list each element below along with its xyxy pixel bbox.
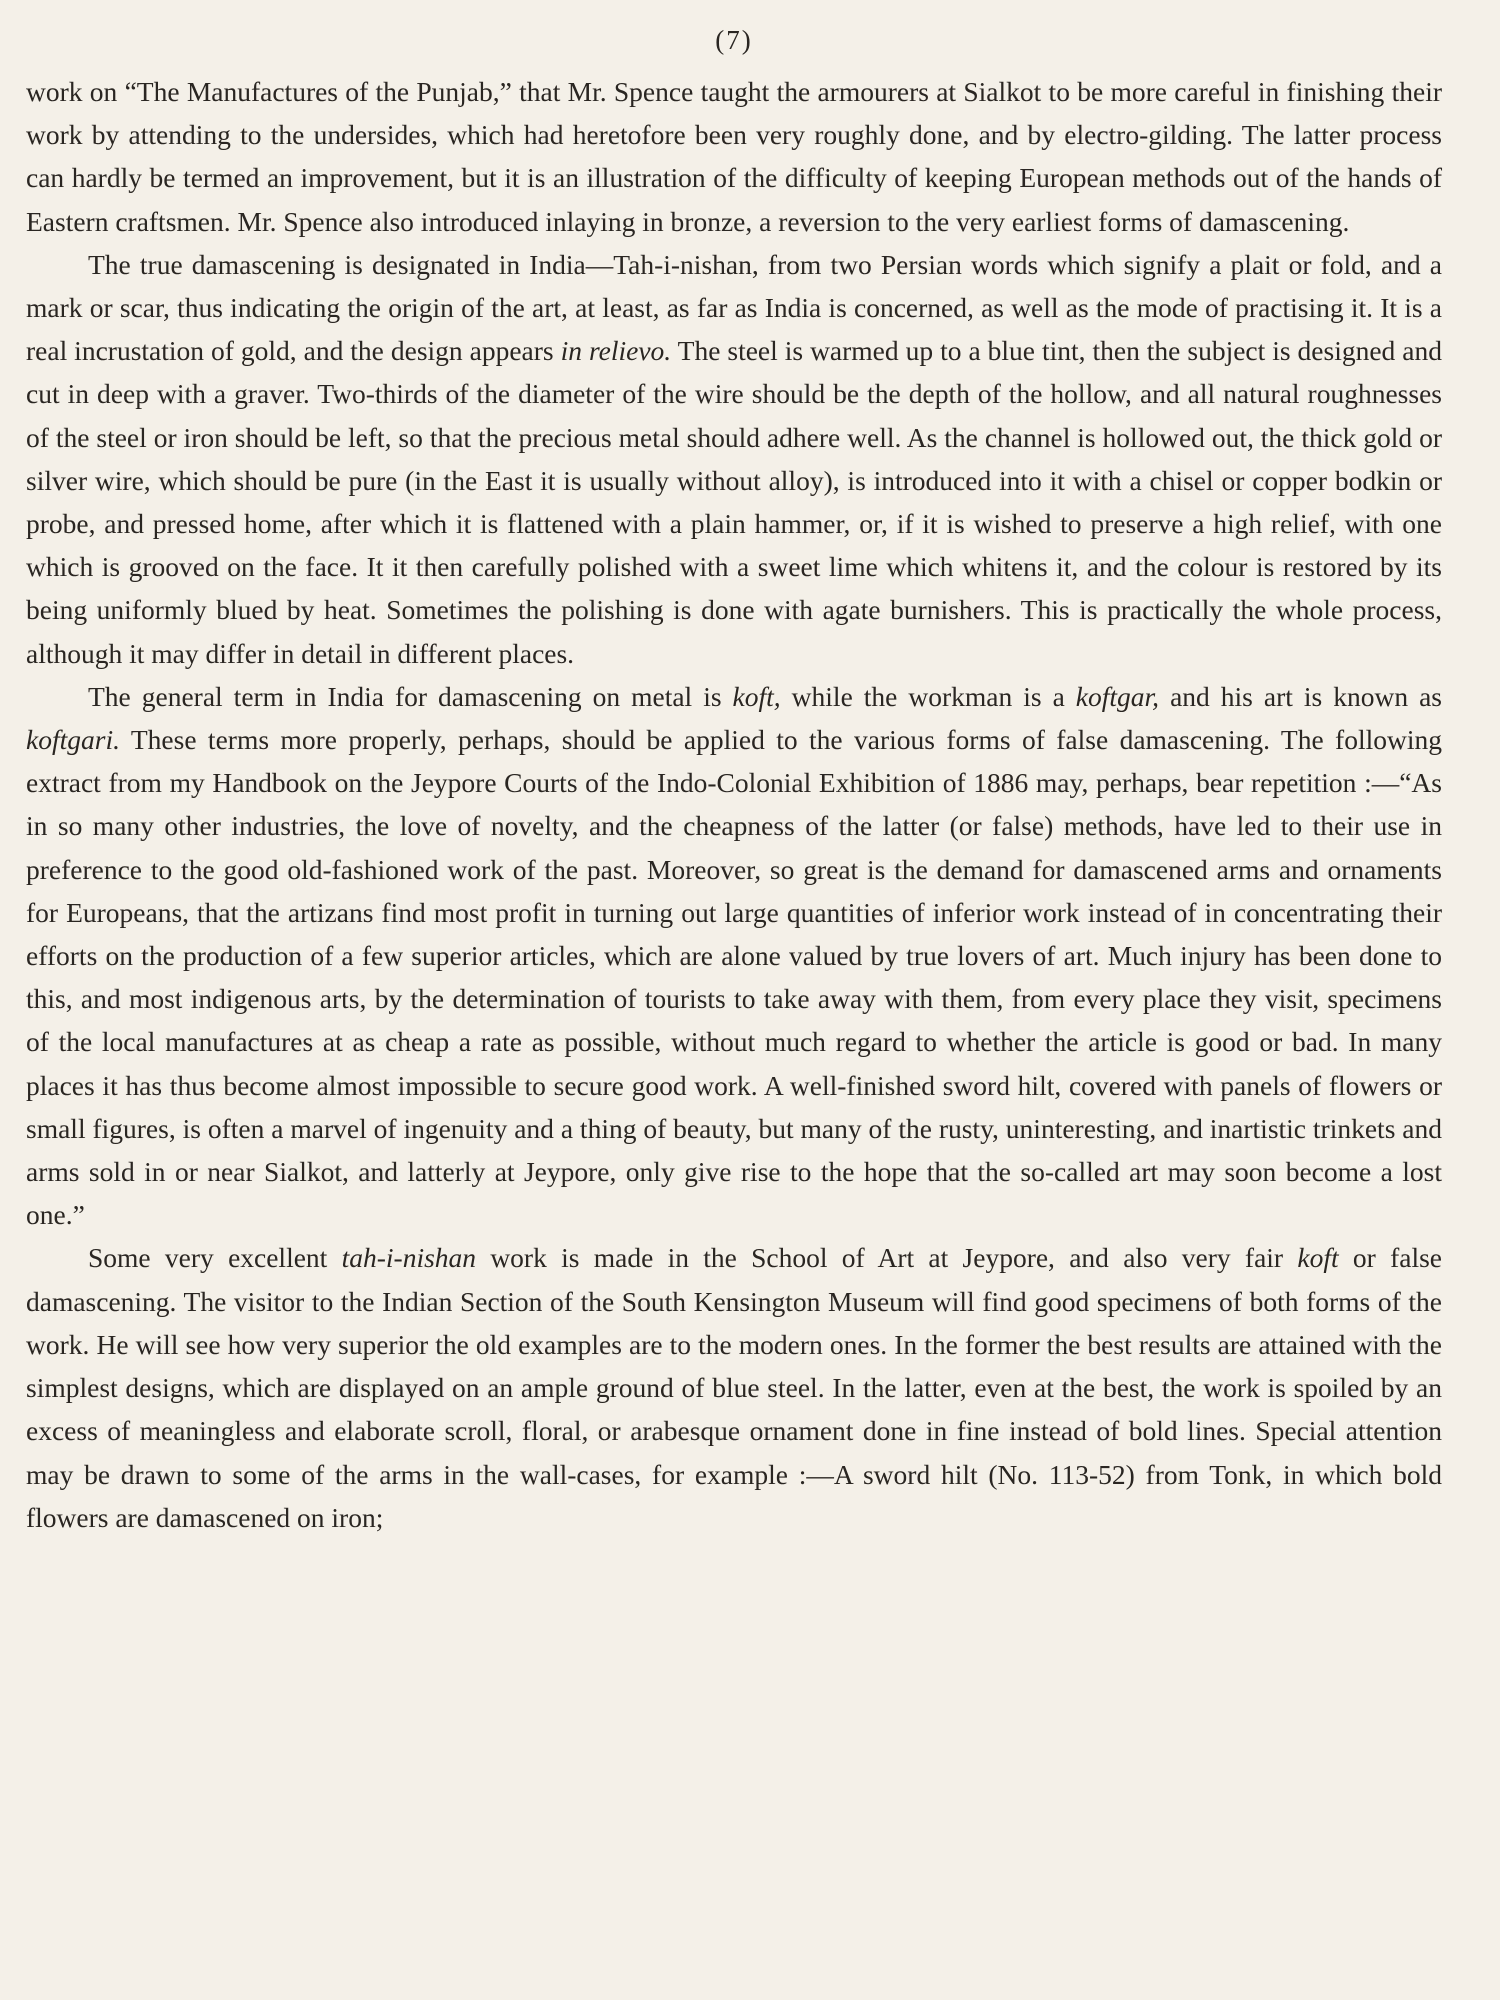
text-segment: Some very excellent xyxy=(88,1242,342,1274)
text-segment: The general term in India for damascening on metal is xyxy=(88,680,733,712)
text-segment: The true damascening is designated in India—Tah-i-nishan, from two Persian words which signify a plait or fold, and a mark or scar, thus indicating the origin of the art, at least, as far as India is concerned, as well as the mode of practising it. It is a real incrustation of gold, and the design appears xyxy=(26,248,1442,367)
text-segment: work on “The Manufactures of the Punjab,” that Mr. Spence taught the armourers at Sialkot to be more careful in finishing their work by attending to the undersides, which had heretofore been very roughly done, and by electro-gilding. The latter process can hardly be termed an improvement, but it is an illustration of the difficulty of keeping European methods out of the hands of Eastern craftsmen. Mr. Spence also introduced inlaying in bronze, a reversion to the very earliest forms of damascening. xyxy=(26,76,1442,237)
italic-term: koft xyxy=(1297,1242,1339,1274)
text-segment: The steel is warmed up to a blue tint, then the subject is designed and cut in deep with a graver. Two-thirds of the diameter of the wire should be the depth of the hollow, and all natural roughnesses of the steel or iron should be left, so that the precious metal should adhere well. As the channel is hollowed out, the thick gold or silver wire, which should be pure (in the East it is usually without alloy), is introduced into it with a chisel or copper bodkin or probe, and pressed home, after which it is flattened with a plain hammer, or, if it is wished to preserve a high relief, with one which is grooved on the face. It it then carefully polished with a sweet lime which whitens it, and the colour is restored by its being uniformly blued by heat. Sometimes the polishing is done with agate burnishers. This is practically the whole process, although it may differ in detail in different places. xyxy=(26,335,1442,669)
paragraph-3 xyxy=(26,675,1442,1237)
text-segment: and his art is known as xyxy=(1159,680,1442,712)
italic-term: koftgari. xyxy=(26,724,120,756)
text-segment: or false damascening. The visitor to the Indian Section of the South Kensington Museum will find good specimens of both forms of the work. He will see how very superior the old examples are to the modern ones. In the former the best results are attained with the simplest designs, which are displayed on an ample ground of blue steel. In the latter, even at the best, the work is spoiled by an excess of meaningless and elaborate scroll, floral, or arabesque ornament done in fine instead of bold lines. Special attention may be drawn to some of the arms in the wall-cases, for example :—A sword hilt (No. 113-52) from Tonk, in which bold flowers are damascened on iron; xyxy=(26,1242,1443,1533)
italic-term: tah-i-nishan xyxy=(341,1242,477,1274)
paragraph-1 xyxy=(26,70,1442,243)
paragraph-2 xyxy=(26,243,1442,675)
text-segment: work is made in the School of Art at Jeypore, and also very fair xyxy=(476,1242,1298,1274)
italic-term: koftgar, xyxy=(1075,680,1160,712)
body-text xyxy=(26,70,1442,1539)
italic-term: in relievo. xyxy=(560,335,672,367)
text-segment: These terms more properly, perhaps, should be applied to the various forms of false damascening. The following extract from my Handbook on the Jeypore Courts of the Indo-Colonial Exhibition of 1886 may, perhaps, bear repetition :—“As in so many other industries, the love of novelty, and the cheapness of the latter (or false) methods, have led to their use in preference to the good old-fashioned work of the past. Moreover, so great is the demand for damascened arms and ornaments for Europeans, that the artizans find most profit in turning out large quantities of inferior work instead of in concentrating their efforts on the production of a few superior articles, which are alone valued by true lovers of art. Much injury has been done to this, and most indigenous arts, by the determination of tourists to take away with them, from every place they visit, specimens of the local manufactures at as cheap a rate as possible, without much regard to whether the article is good or bad. In many places it has thus become almost impossible to secure good work. A well-finished sword hilt, covered with panels of flowers or small figures, is often a marvel of ingenuity and a thing of beauty, but many of the rusty, uninteresting, and inartistic trinkets and arms sold in or near Sialkot, and latterly at Jeypore, only give rise to the hope that the so-called art may soon become a lost one.” xyxy=(26,724,1442,1231)
text-segment: while the workman is a xyxy=(780,680,1076,712)
page-number: (7) xyxy=(715,25,753,55)
italic-term: koft, xyxy=(732,680,781,712)
paragraph-4 xyxy=(26,1236,1442,1538)
